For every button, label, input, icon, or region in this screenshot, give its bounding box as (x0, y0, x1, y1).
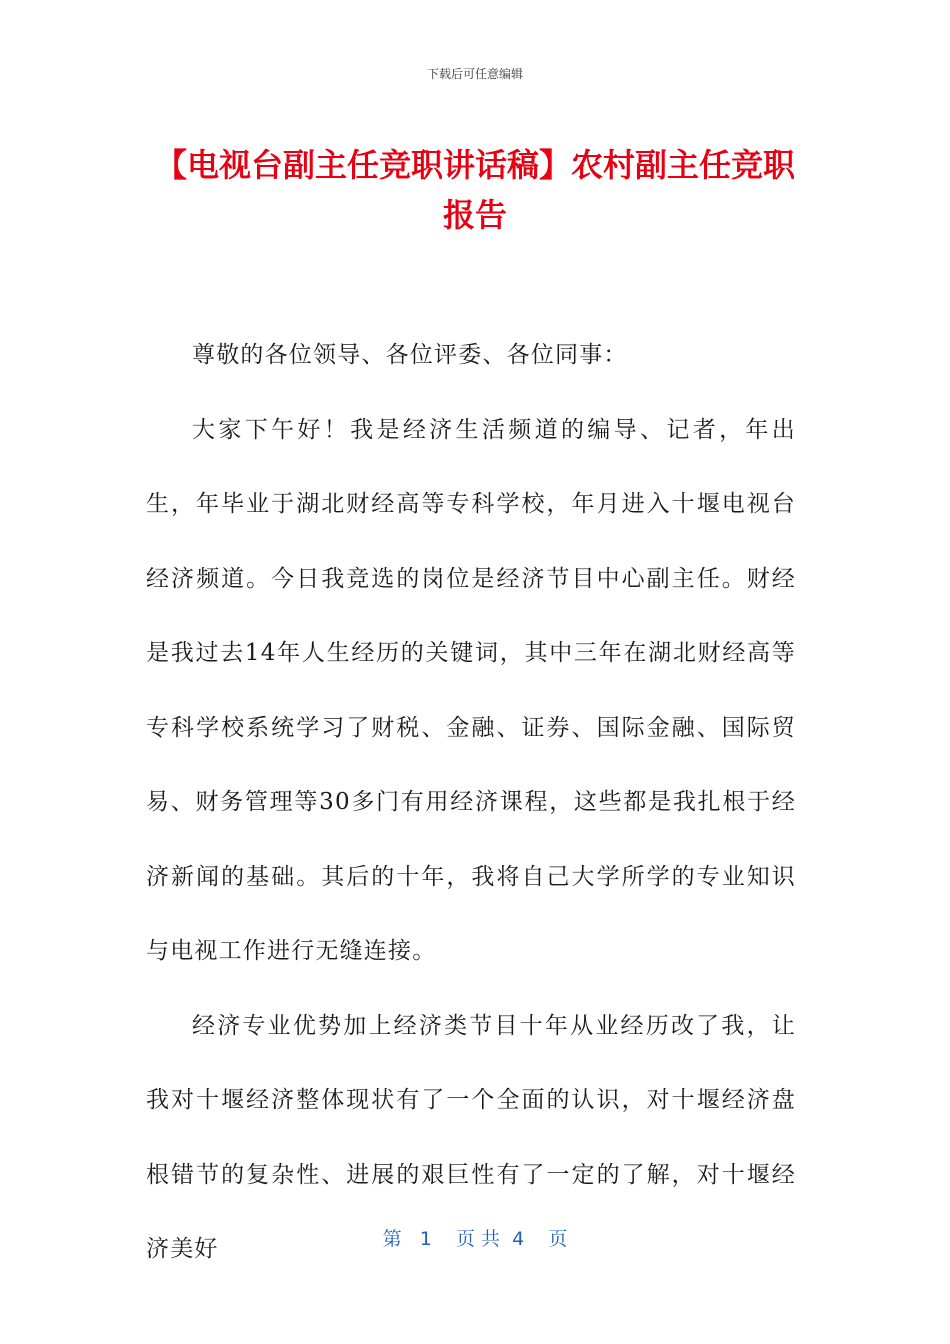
paragraph-introduction: 大家下午好！我是经济生活频道的编导、记者，年出生，年毕业于湖北财经高等专科学校，年月进入十堰电视台经济频道。今日我竞选的岗位是经济节目中心副主任。财经是我过去14年人生经历的关键词，其中三年在湖北财经高等专科学校系统学习了财税、金融、证券、国际金融、国际贸易、财务管理等30多门有用经济课程，这些都是我扎根于经济新闻的基础。其后的十年，我将自己大学所学的专业知识与电视工作进行无缝连接。 (146, 416, 796, 964)
paragraph-experience: 经济专业优势加上经济类节目十年从业经历改了我，让我对十堰经济整体现状有了一个全面的认识，对十堰经济盘根错节的复杂性、进展的艰巨性有了一定的了解，对十堰经济美好 (146, 1012, 796, 1262)
paragraph-salutation: 尊敬的各位领导、各位评委、各位同事： (192, 342, 628, 368)
document-body (146, 318, 796, 1287)
page-header-note: 下载后可任意编辑 (426, 67, 523, 81)
document-title: 【电视台副主任竞职讲话稿】农村副主任竞职报告 (154, 146, 795, 234)
page-number-footer: 第 1 页 共 4 页 (382, 1228, 568, 1250)
